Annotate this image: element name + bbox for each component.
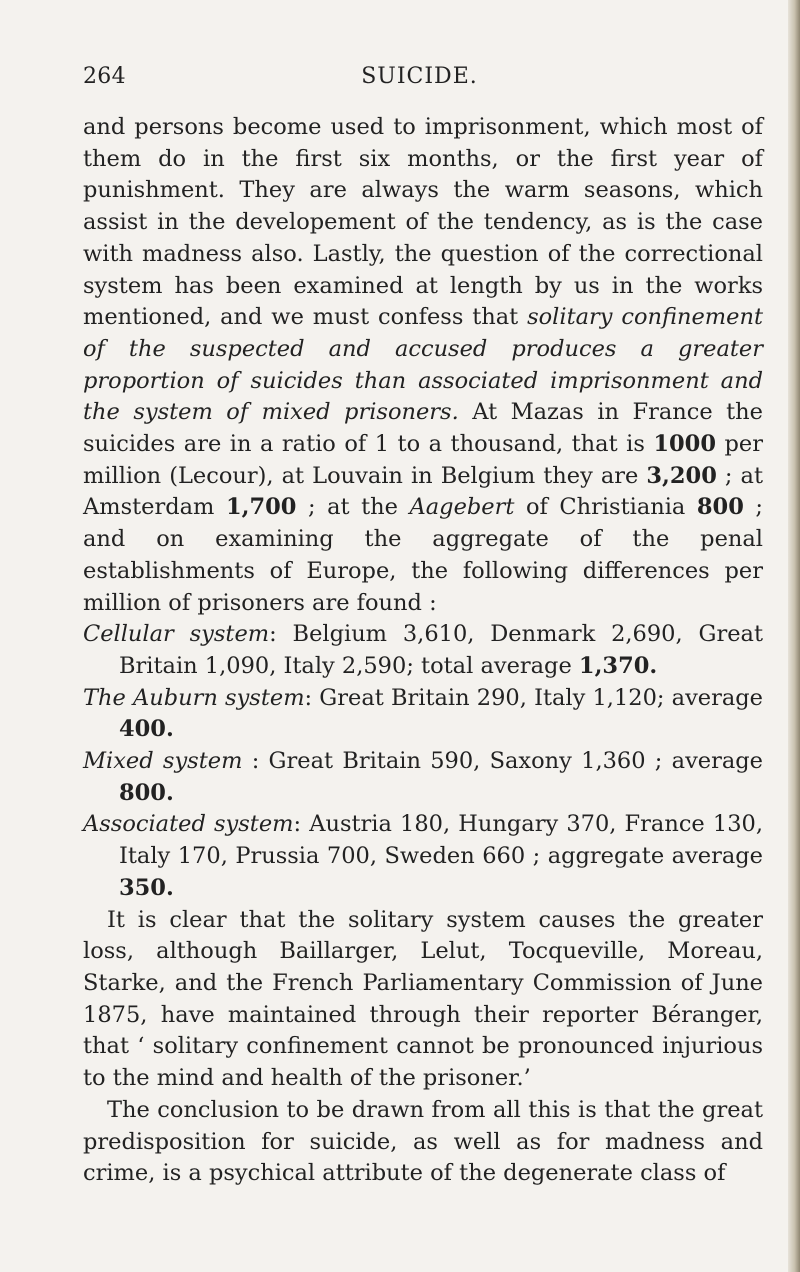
text-run: per million (Lecour), at Louvain in Belgium they are xyxy=(83,431,763,489)
figure-amsterdam: 1,700 xyxy=(225,494,297,521)
list-item xyxy=(83,809,763,904)
system-label: Mixed system xyxy=(83,748,243,775)
list-item xyxy=(83,619,763,682)
list-item xyxy=(83,746,763,809)
paragraph-3: The conclusion to be drawn from all this is that the great predisposition for suicide, as well as for madness and crime, is a psychical attribute of the degenerate class of xyxy=(83,1096,763,1187)
system-label: Cellular system xyxy=(83,621,270,648)
page-number: 264 xyxy=(83,64,126,89)
text-run: ; and on examining the aggregate of the penal establishments of Europe, the following differences per million of prisoners are found : xyxy=(83,494,763,616)
figure-christiania: 800 xyxy=(696,494,744,521)
system-text: : Great Britain 590, Saxony 1,360 ; average xyxy=(242,748,763,775)
page-edge xyxy=(788,0,800,1272)
text-run: of Christiania xyxy=(514,494,697,521)
system-average: 400. xyxy=(119,716,174,743)
system-text: : Austria 180, Hungary 370, France 130, Italy 170, Prussia 700, Sweden 660 ; aggregate average xyxy=(119,811,763,870)
system-text: : Great Britain 290, Italy 1,120; average xyxy=(304,684,763,711)
figure-mazas: 1000 xyxy=(653,431,716,458)
system-label: Associated system xyxy=(83,811,294,838)
paragraph-1 xyxy=(83,112,763,619)
page-body xyxy=(83,112,763,1190)
italic-aagebert: Aagebert xyxy=(409,494,515,521)
text-run: At Mazas in France the suicides are in a ratio of 1 to a thousand, that is xyxy=(83,399,763,458)
text-run: ; at Amsterdam xyxy=(83,462,764,521)
text-run: and persons become used to imprisonment, which most of them do in the first six months, or the first year of punishment. They are always the warm seasons, which assist in the developement of the tendency, as is the case with madness also. Lastly, the question of the correctional system has been examined at length by us in the works mentioned, and we must confess that xyxy=(83,114,763,331)
list-item xyxy=(83,683,763,746)
system-label: The Auburn system xyxy=(83,684,305,711)
system-text: : Belgium 3,610, Denmark 2,690, Great Britain 1,090, Italy 2,590; total average xyxy=(119,621,763,679)
system-average: 1,370. xyxy=(578,652,658,679)
page-header xyxy=(83,64,756,94)
system-average: 350. xyxy=(119,874,174,901)
systems-list xyxy=(83,619,763,904)
italic-emphasis: solitary confinement of the suspected and accused produces a greater proportion of suicides than associated imprisonment and the system of mixed prisoners. xyxy=(83,304,763,426)
figure-louvain: 3,200 xyxy=(646,462,717,489)
text-run: ; at the xyxy=(296,494,410,521)
running-title: SUICIDE. xyxy=(361,64,478,89)
paragraph-2: It is clear that the solitary system causes the greater loss, although Baillarger, Lelut, Tocqueville, Moreau, Starke, and the French Parliamentary Commission of June 1875, have maintained through their reporter Béranger, that ‘ solitary confinement cannot be pronounced injurious to the mind and health of the prisoner.’ xyxy=(83,906,763,1092)
system-average: 800. xyxy=(119,779,174,806)
